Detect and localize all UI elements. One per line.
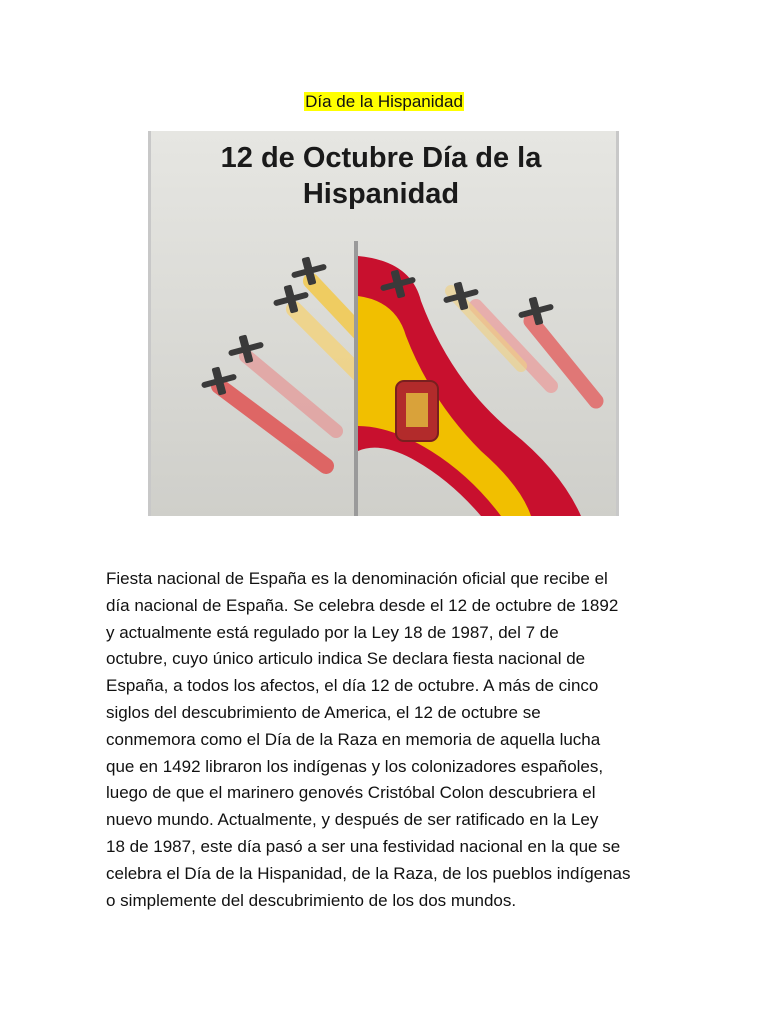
document-title-text: Día de la Hispanidad [305, 92, 463, 111]
flag-pole [354, 241, 358, 516]
hispanidad-image [148, 131, 619, 516]
image-caption-line-2: Hispanidad [302, 178, 460, 210]
document-title [0, 90, 768, 114]
flag-airshow-illustration [151, 131, 616, 516]
image-caption-line-1: 12 de Octubre Día de la [220, 142, 542, 174]
body-paragraph: Fiesta nacional de España es la denominación oficial que recibe el día nacional de España. Se celebra desde el 12 de octubre de 1892 y actualmente está regulado por la Ley 18 de 1987, del 7 de octubre, cuyo único articulo indica Se declara fiesta nacional de España, a todos los afectos, el día 12 de octubre. A más de cinco siglos del descubrimiento de America, el 12 de octubre se conmemora como el Día de la Raza en memoria de aquella lucha que en 1492 libraron los indígenas y los colonizadores españoles, luego de que el marinero genovés Cristóbal Colon descubriera el nuevo mundo. Actualmente, y después de ser ratificado en la Ley 18 de 1987, este día pasó a ser una festividad nacional en la que se celebra el Día de la Hispanidad, de la Raza, de los pueblos indígenas o simplemente del descubrimiento de los dos mundos. [106, 569, 631, 910]
